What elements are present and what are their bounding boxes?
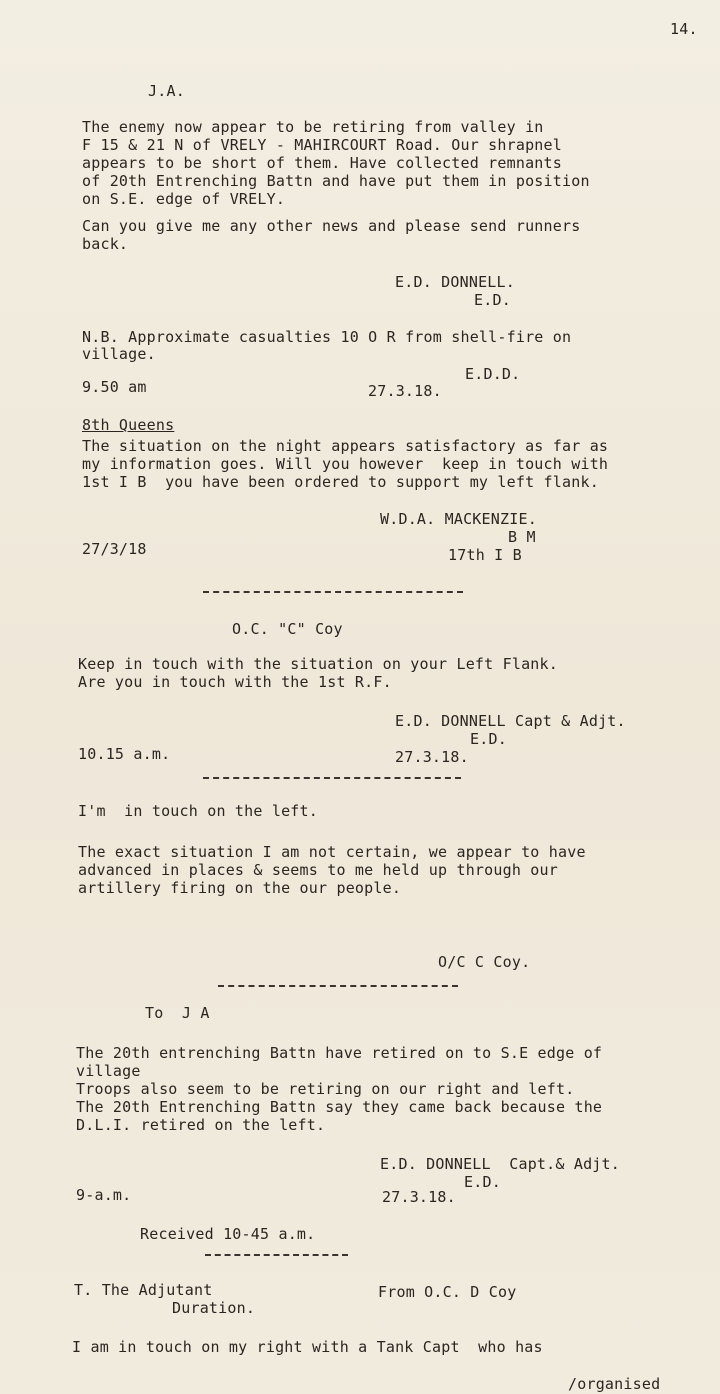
msg5-line: The 20th Entrenching Battn say they came back because the [76, 1098, 603, 1116]
msg1-time: 9.50 am [82, 378, 147, 396]
msg3-line: Are you in touch with the 1st R.F. [78, 673, 392, 691]
msg4-line: The exact situation I am not certain, we appear to have [78, 843, 586, 861]
msg5-line: The 20th entrenching Battn have retired on to S.E edge of [76, 1044, 603, 1062]
msg4-line: I'm in touch on the left. [78, 802, 318, 820]
msg1-signature: E.D. DONNELL. [395, 273, 515, 291]
separator [205, 1254, 348, 1256]
msg3-line: Keep in touch with the situation on your Left Flank. [78, 655, 558, 673]
msg1-line: on S.E. edge of VRELY. [82, 190, 286, 208]
msg5-date: 27.3.18. [382, 1188, 456, 1206]
msg1-nb-line: N.B. Approximate casualties 10 O R from shell-fire on [82, 328, 572, 346]
msg5-line: village [76, 1062, 141, 1080]
msg6-line: I am in touch on my right with a Tank Capt who has [72, 1338, 543, 1356]
msg2-line: 1st I B you have been ordered to support my left flank. [82, 473, 599, 491]
separator [203, 777, 461, 779]
msg1-line: appears to be short of them. Have collected remnants [82, 154, 562, 172]
msg1-line: The enemy now appear to be retiring from valley in [82, 118, 544, 136]
msg3-date: 27.3.18. [395, 748, 469, 766]
msg1-line: back. [82, 235, 129, 253]
separator [203, 591, 463, 593]
msg1-nb-line: village. [82, 345, 156, 363]
msg5-line: Troops also seem to be retiring on our right and left. [76, 1080, 575, 1098]
msg1-nb-signature: E.D.D. [465, 365, 521, 383]
msg3-time: 10.15 a.m. [78, 745, 171, 763]
msg3-recipient: O.C. "C" Coy [232, 620, 343, 638]
msg6-sender: From O.C. D Coy [378, 1283, 517, 1301]
msg5-time: 9-a.m. [76, 1186, 132, 1204]
page-number: 14. [670, 20, 698, 38]
msg5-line: D.L.I. retired on the left. [76, 1116, 326, 1134]
separator [218, 985, 458, 987]
msg1-line: Can you give me any other news and please send runners [82, 217, 581, 235]
continued-marker: /organised [568, 1375, 661, 1393]
msg4-line: advanced in places & seems to me held up through our [78, 861, 558, 879]
msg1-line: of 20th Entrenching Battn and have put them in position [82, 172, 590, 190]
msg4-line: artillery firing on the our people. [78, 879, 402, 897]
msg1-date: 27.3.18. [368, 382, 442, 400]
msg2-line: The situation on the night appears satisfactory as far as [82, 437, 609, 455]
msg1-line: F 15 & 21 N of VRELY - MAHIRCOURT Road. Our shrapnel [82, 136, 562, 154]
msg5-recipient: To J A [145, 1004, 210, 1022]
msg3-signature-title: E.D. [470, 730, 507, 748]
msg5-received: Received 10-45 a.m. [140, 1225, 316, 1243]
msg5-signature-title: E.D. [464, 1173, 501, 1191]
msg1-signature-title: E.D. [474, 291, 511, 309]
msg6-recipient: T. The Adjutant [74, 1281, 213, 1299]
msg2-date: 27/3/18 [82, 540, 147, 558]
msg2-signature: W.D.A. MACKENZIE. [380, 510, 537, 528]
msg1-recipient: J.A. [148, 82, 185, 100]
msg2-line: my information goes. Will you however keep in touch with [82, 455, 609, 473]
msg4-signature: O/C C Coy. [438, 953, 531, 971]
msg6-recipient-line2: Duration. [172, 1299, 256, 1317]
msg2-unit: 17th I B [448, 546, 522, 564]
msg2-recipient: 8th Queens [82, 416, 175, 434]
msg3-signature: E.D. DONNELL Capt & Adjt. [395, 712, 626, 730]
msg2-signature-title: B M [508, 528, 536, 546]
msg5-signature: E.D. DONNELL Capt.& Adjt. [380, 1155, 620, 1173]
